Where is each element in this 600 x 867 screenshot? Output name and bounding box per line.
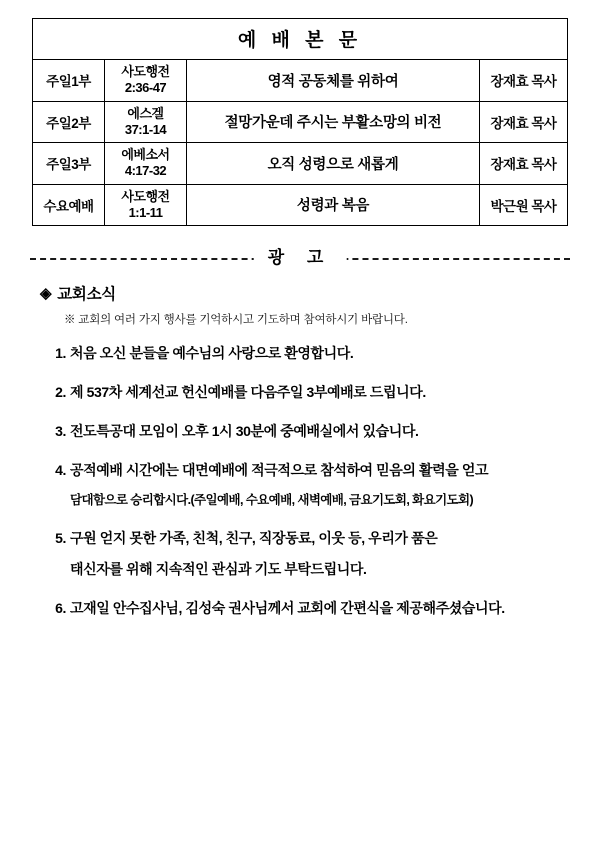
list-item-text-line2: 태신자를 위해 지속적인 관심과 기도 부탁드립니다.	[70, 560, 367, 577]
list-item-number: 6.	[55, 599, 66, 616]
scripture-verse: 37:1-14	[124, 121, 167, 137]
scripture-reference	[105, 101, 187, 143]
list-item-text: 전도특공대 모임이 오후 1시 30분에 중예배실에서 있습니다.	[70, 423, 419, 439]
pastor-name: 장재효 목사	[479, 143, 567, 185]
service-part: 주일2부	[33, 101, 105, 143]
pastor-name: 장재효 목사	[479, 101, 567, 143]
sermon-topic: 영적 공동체를 위하여	[187, 60, 480, 102]
scripture-reference	[105, 60, 187, 102]
list-item-number: 4.	[55, 462, 66, 478]
list-item	[40, 598, 560, 619]
church-news-heading	[40, 282, 560, 304]
list-item-number: 2.	[55, 384, 66, 400]
sermon-topic: 성령과 복음	[187, 184, 480, 226]
scripture-book: 에스겔	[127, 105, 164, 121]
list-item-number: 5.	[55, 529, 66, 546]
table-row	[33, 60, 568, 102]
worship-table-title: 예 배 본 문	[33, 19, 568, 60]
scripture-verse: 4:17-32	[124, 163, 167, 179]
list-item	[40, 460, 560, 510]
list-item-text: 고재일 안수집사님, 김성숙 권사님께서 교회에 간편식을 제공해주셨습니다.	[70, 599, 505, 616]
worship-table-container	[32, 18, 568, 226]
scripture-book: 사도행전	[121, 64, 170, 79]
pastor-name: 장재효 목사	[479, 60, 567, 102]
table-row	[33, 101, 568, 143]
sermon-topic: 절망가운데 주시는 부활소망의 비전	[187, 101, 480, 143]
pastor-name: 박근원 목사	[479, 184, 567, 226]
table-row	[33, 143, 568, 185]
scripture-reference	[105, 184, 187, 226]
list-item	[40, 382, 560, 403]
announcement-list	[40, 343, 560, 619]
announcement-divider-label: 광 고	[254, 246, 347, 270]
scripture-book: 에베소서	[121, 147, 170, 162]
list-item	[40, 343, 560, 364]
list-item-text: 공적예배 시간에는 대면예배에 적극적으로 참석하여 믿음의 활력을 얻고	[70, 462, 489, 478]
bulletin-page	[0, 18, 600, 867]
table-row	[33, 184, 568, 226]
announcement-body	[40, 282, 560, 619]
service-part: 주일3부	[33, 143, 105, 185]
worship-table	[32, 18, 568, 226]
list-item-text: 제 537차 세계선교 헌신예배를 다음주일 3부예배로 드립니다.	[70, 384, 426, 400]
list-item-number: 1.	[55, 345, 66, 361]
list-item	[40, 528, 560, 580]
table-title-row	[33, 19, 568, 60]
diamond-icon: ◈	[40, 284, 52, 302]
list-item-text-line2: 담대함으로 승리합시다.(주일예배, 수요예배, 새벽예배, 금요기도회, 화요기도회)	[70, 493, 474, 507]
list-item-text: 처음 오신 분들을 예수님의 사랑으로 환영합니다.	[70, 345, 354, 361]
list-item-text: 구원 얻지 못한 가족, 친척, 친구, 직장동료, 이웃 등, 우리가 품은	[70, 529, 438, 546]
service-part: 주일1부	[33, 60, 105, 102]
sermon-topic: 오직 성령으로 새롭게	[187, 143, 480, 185]
announcement-divider	[30, 246, 570, 272]
scripture-reference	[105, 143, 187, 185]
church-news-title: 교회소식	[57, 286, 116, 303]
list-item	[40, 421, 560, 442]
service-part: 수요예배	[33, 184, 105, 226]
scripture-book: 사도행전	[121, 188, 170, 204]
list-item-number: 3.	[55, 423, 66, 439]
scripture-verse: 2:36-47	[124, 80, 167, 96]
church-news-subnote: ※ 교회의 여러 가지 행사를 기억하시고 기도하며 참여하시기 바랍니다.	[64, 314, 408, 326]
scripture-verse: 1:1-11	[128, 204, 163, 220]
